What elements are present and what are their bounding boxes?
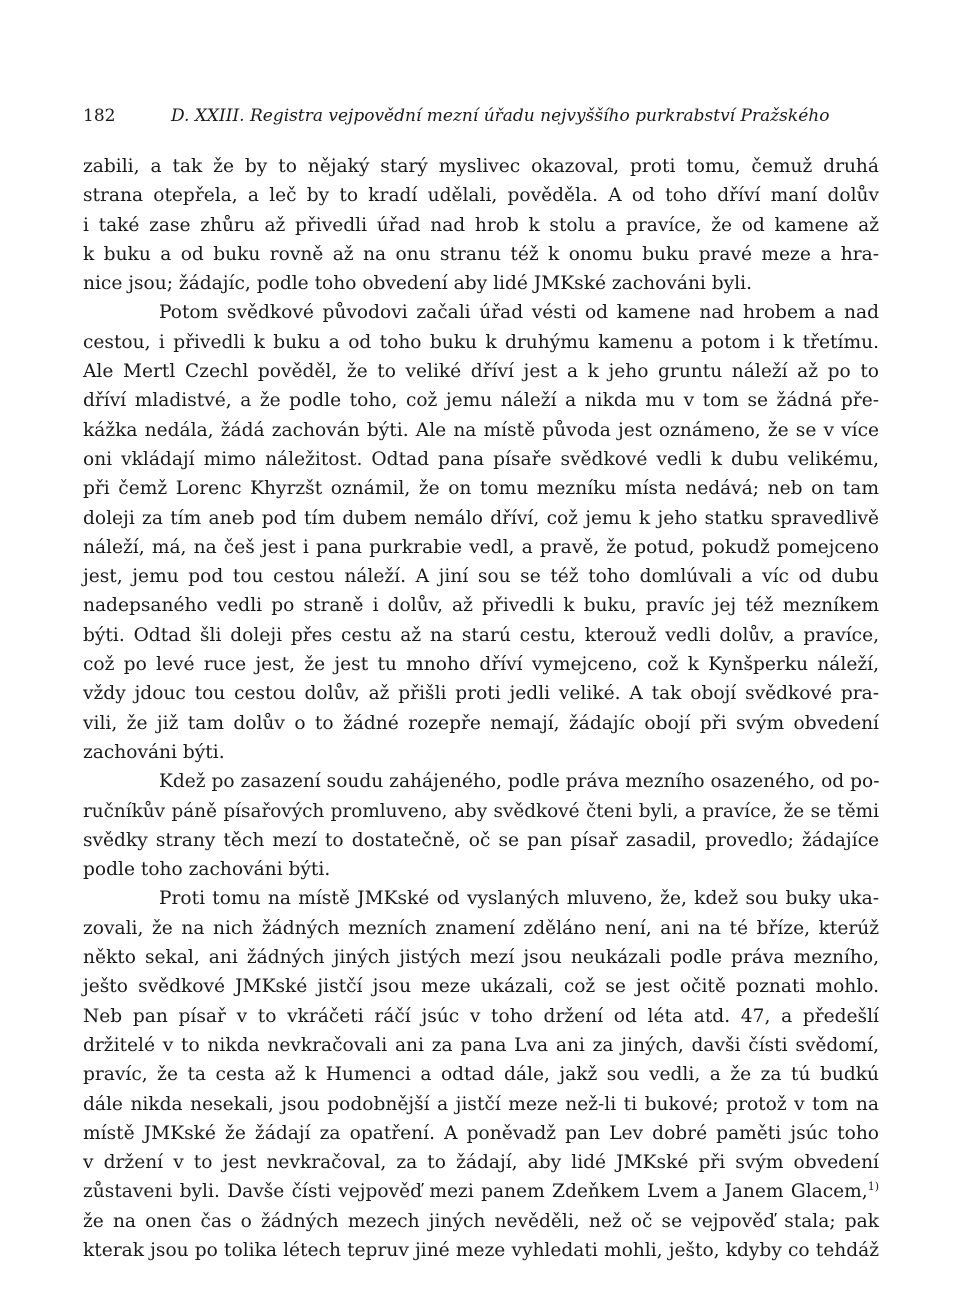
text-line-content: držitelé v to nikda nevkračovali ani za pana Lva ani za jiných, davši čísti svědomí, [83,1034,879,1056]
text-line-content: Kdež po zasazení soudu zahájeného, podle práva mezního osazeného, od po- [159,771,880,793]
text-line [83,328,879,357]
text-line-content: nadepsaného vedli po straně i dolův, až přivedli k buku, pravíc jej též mezníkem [83,595,879,617]
text-line [83,591,879,620]
text-line [83,1207,879,1236]
body-text [83,152,879,1265]
text-line [83,357,879,386]
text-line [83,972,879,1001]
text-line [83,767,879,796]
text-line [83,826,879,855]
text-line [83,1031,879,1060]
text-line [83,269,879,298]
text-line-content: býti. Odtad šli doleji přes cestu až na starú cestu, kterouž vedli dolův, a pravíce, [83,624,879,646]
text-line [83,1002,879,1031]
document-page [83,100,879,1265]
text-line [83,1148,879,1177]
text-line [83,474,879,503]
text-line [83,504,879,533]
text-line [83,1236,879,1265]
text-line-content: vili, že již tam dolův o to žádné rozepře nemají, žádajíc obojí při svým obvedení [83,712,879,734]
text-line [83,943,879,972]
text-line [83,445,879,474]
text-line [83,240,879,269]
text-line-content: Ale Mertl Czechl pověděl, že to veliké dříví jest a k jeho gruntu náleží až po to [83,361,879,383]
text-line-content: ručníkův páně písařových promluveno, aby svědkové čteni byli, a pravíce, že se těmi [83,800,879,822]
text-line-content: v držení v to jest nevkračoval, za to žádají, aby lidé JMKské při svým obvedení [83,1152,879,1174]
text-line [83,797,879,826]
text-line-content: ješto svědkové JMKské jistčí jsou meze ukázali, což se jest očitě poznati mohlo. [83,976,879,998]
running-header [83,100,879,132]
text-line [83,298,879,327]
text-line-content: že na onen čas o žádných mezech jiných nevěděli, než oč se vejpověď stala; pak [83,1210,879,1232]
text-line-content: zabili, a tak že by to nějaký starý myslivec okazoval, proti tomu, čemuž druhá [83,156,879,177]
text-line-content: Proti tomu na místě JMKské od vyslaných mluveno, že, kdež sou buky uka- [159,888,879,910]
text-line [83,211,879,240]
text-line-content: cestou, i přivedli k buku a od toho buku k druhýmu kamenu a potom i k třetímu. [83,331,879,353]
text-line-content: pravíc, že ta cesta až k Humenci a odtad dále, jakž sou vedli, a že za tú budkú [83,1064,879,1086]
text-line-content: doleji za tím aneb pod tím dubem nemálo dříví, což jemu k jeho statku spravedlivě [83,507,879,529]
text-line-content: svědky strany těch mezí to dostatečně, oč se pan písař zasadil, provedlo; žádajíce [83,829,879,851]
text-line-content: jest, jemu pod tou cestou náleží. A jiní sou se též toho domlúvali a víc od dubu [83,566,879,588]
text-line-content: podle toho zachováni býti. [83,859,331,881]
text-line-content: zůstaveni byli. Davše čísti vejpověď mezi panem Zdeňkem Lvem a Janem Glacem, [83,1181,868,1203]
text-line [83,562,879,591]
text-line-content: nice jsou; žádajíc, podle toho obvedení aby lidé JMKské zachováni byli. [83,273,752,295]
text-line [83,1177,879,1206]
text-line-content: zovali, že na nich žádných mezních znamení zděláno není, ani na té bříze, kterúž [83,917,879,939]
text-line-content: náleží, má, na češ jest i pana purkrabie vedl, a pravě, že potud, pokudž pomejceno [83,536,879,558]
text-line-content: dříví mladistvé, a že podle toho, což jemu náleží a nikda mu v tom se žádná pře- [83,390,879,412]
text-line [83,386,879,415]
text-line-content: Potom svědkové původovi začali úřad vésti od kamene nad hrobem a nad [159,302,879,324]
text-line-content: oni vkládají mimo náležitost. Odtad pana písaře svědkové vedli k dubu velikému, [83,448,879,470]
text-line [83,738,879,767]
text-line [83,416,879,445]
page-number: 182 [83,106,116,126]
text-line [83,533,879,562]
text-line [83,709,879,738]
text-line-content: k buku a od buku rovně až na onu stranu též k onomu buku pravé meze a hra- [83,243,879,265]
text-line [83,621,879,650]
text-line [83,884,879,913]
text-line-content: při čemž Lorenc Khyrzšt oznámil, že on tomu mezníku místa nedává; neb on tam [83,478,879,500]
text-line-content: strana otepřela, a leč by to kradí udělali, pověděla. A od toho dříví maní dolův [83,185,879,207]
text-line [83,1119,879,1148]
text-line [83,152,879,181]
text-line-content: kterak jsou po tolika létech tepruv jiné meze vyhledati mohli, ješto, kdyby co tehdáž [83,1239,879,1261]
text-line [83,1060,879,1089]
text-line [83,1090,879,1119]
text-line-content: Neb pan písař v to vkráčeti ráčí jsúc v toho držení od léta atd. 47, a předešlí [83,1005,879,1027]
text-line-content: i také zase zhůru až přivedli úřad nad hrob k stolu a pravíce, že od kamene až [83,214,879,236]
text-line-content: kážka nedála, žádá zachován býti. Ale na místě původa jest oznámeno, že se v více [83,419,879,441]
running-title: D. XXIII. Registra vejpovědní mezní úřadu nejvyššího purkrabství Pražského [171,106,830,126]
text-line [83,679,879,708]
text-line-content: místě JMKské že žádají za opatření. A poněvadž pan Lev dobré paměti jsúc toho [83,1122,879,1144]
text-line-content: někto sekal, ani žádných jiných jistých mezí jsou neukázali podle práva mezního, [83,947,879,969]
text-line-content: dále nikda nesekali, jsou podobnější a jistčí meze než-li ti bukové; protož v tom na [83,1093,879,1115]
text-line [83,855,879,884]
text-line-content: zachováni býti. [83,741,225,763]
footnote-reference: 1) [867,1180,879,1194]
text-line [83,914,879,943]
text-line [83,650,879,679]
text-line-content: vždy jdouc tou cestou dolův, až přišli proti jedli veliké. A tak obojí svědkové pra- [83,683,879,705]
text-line-content: což po levé ruce jest, že jest tu mnoho dříví vymejceno, což k Kynšperku náleží, [83,654,879,676]
text-line [83,181,879,210]
